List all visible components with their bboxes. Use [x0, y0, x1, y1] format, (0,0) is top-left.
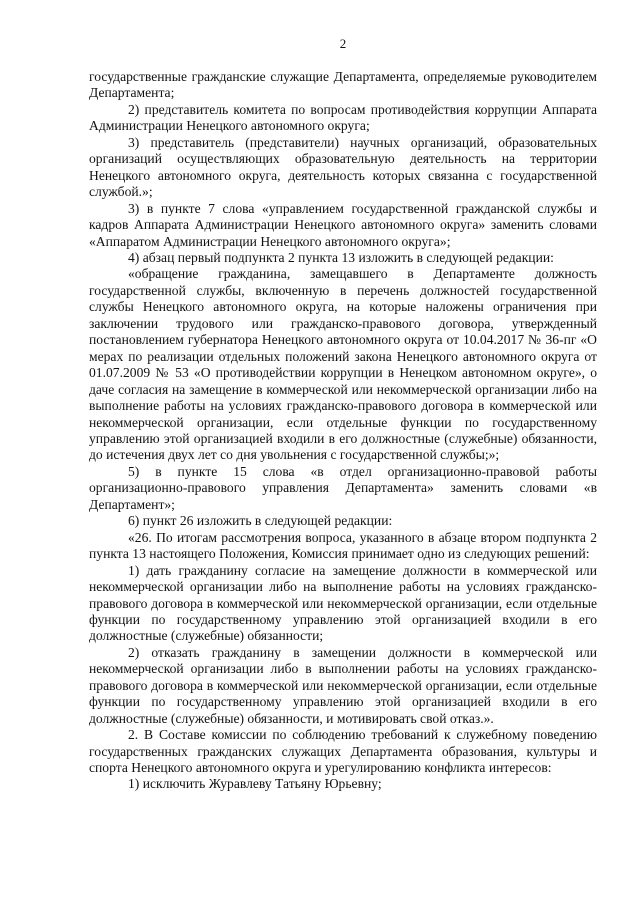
- paragraph: 3) в пункте 7 слова «управлением государственной гражданской службы и кадров Аппарата Администрации Ненецкого автономного округа» заменить словами «Аппаратом Администрации Ненецкого автономного округа»;: [89, 200, 597, 249]
- paragraph: 6) пункт 26 изложить в следующей редакции:: [128, 513, 393, 529]
- paragraph: «обращение гражданина, замещавшего в Департаменте должность государственной службы, включенную в перечень должностей государственной службы Ненецкого автономного округа, на которые наложены ограничения при заключении трудового или гражданско-правового договора, утвержденный постановлением губернатора Ненецкого автономного округа от 10.04.2017 № 36-пг «О мерах по реализации отдельных положений закона Ненецкого автономного округа от 01.07.2009 № 53 «О противодействии коррупции в Ненецком автономном округе», о даче согласия на замещение в коммерческой или некоммерческой организации либо на выполнение работы на условиях гражданско-правового договора в коммерческой или некоммерческой организации, если отдельные функции по государственному управлению этой организацией входили в его должностные (служебные) обязанности, до истечения двух лет со дня увольнения с государственной службы;»;: [89, 266, 597, 463]
- paragraph: 2) представитель комитета по вопросам противодействия коррупции Аппарата Администрации Ненецкого автономного округа;: [89, 101, 597, 134]
- paragraph: 1) исключить Журавлеву Татьяну Юрьевну;: [128, 776, 382, 792]
- paragraph: 3) представитель (представители) научных организаций, образовательных организаций осуществляющих образовательную деятельность на территории Ненецкого автономного округа, деятельность которых связанна с государственной службой.»;: [89, 134, 597, 200]
- paragraph: государственные гражданские служащие Департамента, определяемые руководителем Департамента;: [89, 69, 597, 101]
- paragraph: «26. По итогам рассмотрения вопроса, указанного в абзаце втором подпункта 2 пункта 13 настоящего Положения, Комиссия принимает одно из следующих решений:: [89, 529, 597, 562]
- paragraph: 5) в пункте 15 слова «в отдел организационно-правовой работы организационно-правового управления Департамента» заменить словами «в Департамент»;: [89, 463, 597, 512]
- document-page: [89, 36, 597, 793]
- page-number: 2: [339, 36, 347, 51]
- paragraph: 4) абзац первый подпункта 2 пункта 13 изложить в следующей редакции:: [128, 249, 554, 265]
- paragraph: 2) отказать гражданину в замещении должности в коммерческой или некоммерческой организации либо в выполнении работы на условиях гражданско-правового договора в коммерческой или некоммерческой организации, если отдельные функции по государственному управлению этой организацией входили в его должностные (служебные) обязанности, и мотивировать свой отказ.».: [89, 644, 597, 726]
- paragraph: 2. В Составе комиссии по соблюдению требований к служебному поведению государственных гражданских служащих Департамента образования, культуры и спорта Ненецкого автономного округа и урегулированию конфликта интересов:: [89, 727, 597, 776]
- document-body: [89, 69, 597, 793]
- paragraph: 1) дать гражданину согласие на замещение должности в коммерческой или некоммерческой организации либо на выполнение работы на условиях гражданско-правового договора в коммерческой или некоммерческой организации, если отдельные функции по государственному управлению этой организацией входили в его должностные (служебные) обязанности;: [89, 562, 597, 644]
